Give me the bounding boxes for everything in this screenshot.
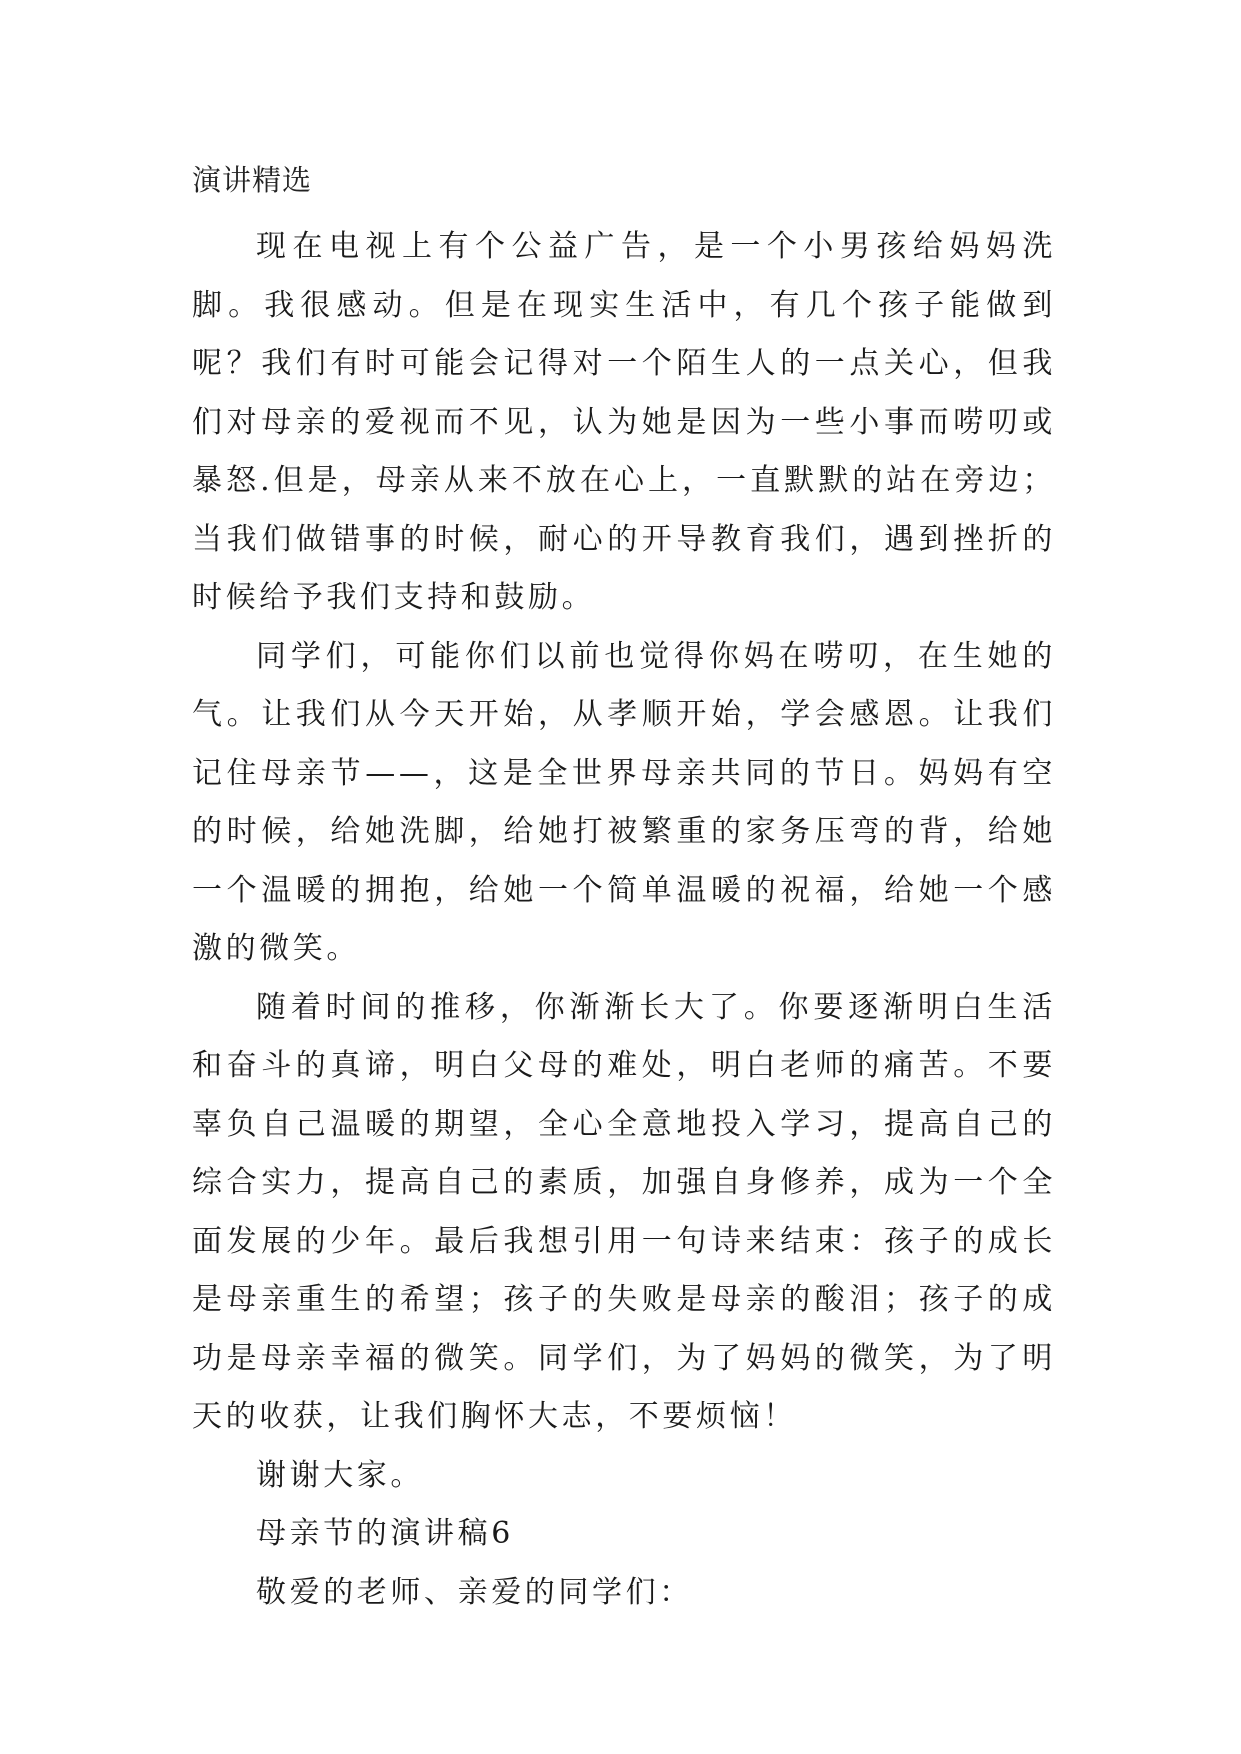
paragraph-1: 现在电视上有个公益广告，是一个小男孩给妈妈洗脚。我很感动。但是在现实生活中，有几个孩子能做到呢？我们有时可能会记得对一个陌生人的一点关心，但我们对母亲的爱视而不见，认为她是因为一些小事而唠叨或暴怒.但是，母亲从来不放在心上，一直默默的站在旁边；当我们做错事的时候，耐心的开导教育我们，遇到挫折的时候给予我们支持和鼓励。 (192, 229, 1056, 615)
paragraph-3: 随着时间的推移，你渐渐长大了。你要逐渐明白生活和奋斗的真谛，明白父母的难处，明白老师的痛苦。不要辜负自己温暖的期望，全心全意地投入学习，提高自己的综合实力，提高自己的素质，加强自身修养，成为一个全面发展的少年。最后我想引用一句诗来结束：孩子的成长是母亲重生的希望；孩子的失败是母亲的酸泪；孩子的成功是母亲幸福的微笑。同学们，为了妈妈的微笑，为了明天的收获，让我们胸怀大志，不要烦恼！ (192, 989, 1056, 1434)
salutation: 敬爱的老师、亲爱的同学们： (256, 1574, 693, 1610)
section-title: 母亲节的演讲稿6 (256, 1516, 514, 1551)
closing-thanks: 谢谢大家。 (256, 1457, 424, 1493)
paragraph-2: 同学们，可能你们以前也觉得你妈在唠叨，在生她的气。让我们从今天开始，从孝顺开始，学会感恩。让我们记住母亲节——，这是全世界母亲共同的节日。妈妈有空的时候，给她洗脚，给她打被繁重的家务压弯的背，给她一个温暖的拥抱，给她一个简单温暖的祝福，给她一个感激的微笑。 (192, 638, 1056, 966)
page-header: 演讲精选 (192, 163, 313, 197)
document-body (192, 218, 1056, 1622)
